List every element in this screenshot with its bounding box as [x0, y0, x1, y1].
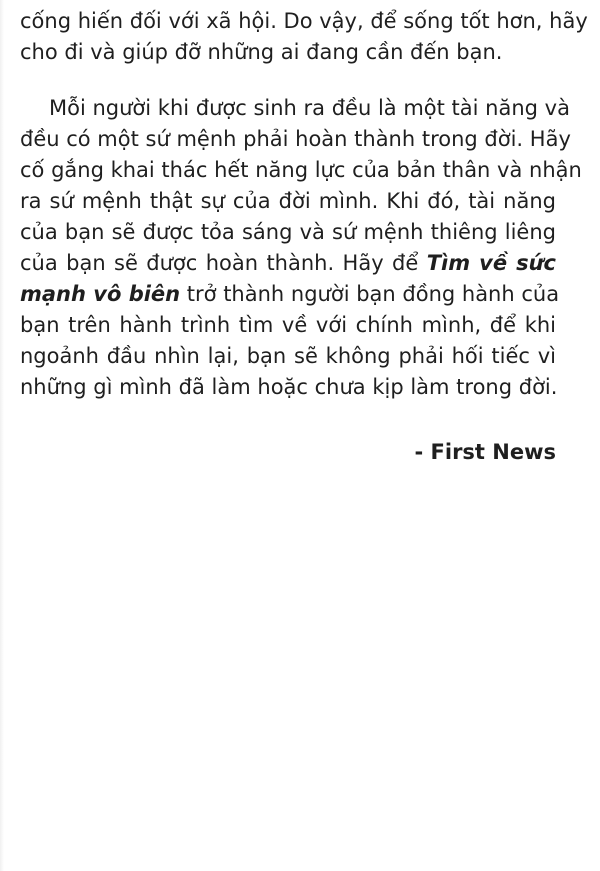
- paragraph-2-line-2: đều có một sứ mệnh phải hoàn thành trong đời. Hãy: [20, 127, 571, 151]
- book-title-part-1: Tìm về sức: [426, 251, 556, 275]
- paragraph-2-line-8: bạn trên hành trình tìm về với chính mình, để khi: [20, 313, 556, 337]
- paragraph-2-line-10: những gì mình đã làm hoặc chưa kịp làm trong đời.: [20, 375, 558, 399]
- paragraph-2-line-6: [20, 248, 556, 279]
- paragraph-2-line-5: của bạn sẽ được tỏa sáng và sứ mệnh thiêng liêng: [20, 220, 556, 244]
- paragraph-2-line-7-text: trở thành người bạn đồng hành của: [180, 282, 560, 306]
- paragraph-1-line-2: cho đi và giúp đỡ những ai đang cần đến bạn.: [20, 40, 503, 64]
- paragraph-1-line-1: cống hiến đối với xã hội. Do vậy, để sống tốt hơn, hãy: [20, 9, 588, 33]
- book-title-part-2: mạnh vô biên: [20, 282, 181, 306]
- paragraph-2-line-1: Mỗi người khi được sinh ra đều là một tài năng và: [49, 96, 570, 120]
- paragraph-gap: [20, 68, 556, 93]
- paragraph-2-line-7: [20, 279, 560, 310]
- paragraph-2-line-9: ngoảnh đầu nhìn lại, bạn sẽ không phải hối tiếc vì: [20, 344, 556, 368]
- signature: - First News: [414, 440, 556, 464]
- body-text: [20, 6, 588, 403]
- paragraph-2-line-6-text: của bạn sẽ được hoàn thành. Hãy để: [20, 251, 427, 275]
- page-edge: [0, 0, 4, 871]
- paragraph-2-line-4: ra sứ mệnh thật sự của đời mình. Khi đó, tài năng: [20, 189, 556, 213]
- paragraph-2-line-3: cố gắng khai thác hết năng lực của bản thân và nhận: [20, 158, 582, 182]
